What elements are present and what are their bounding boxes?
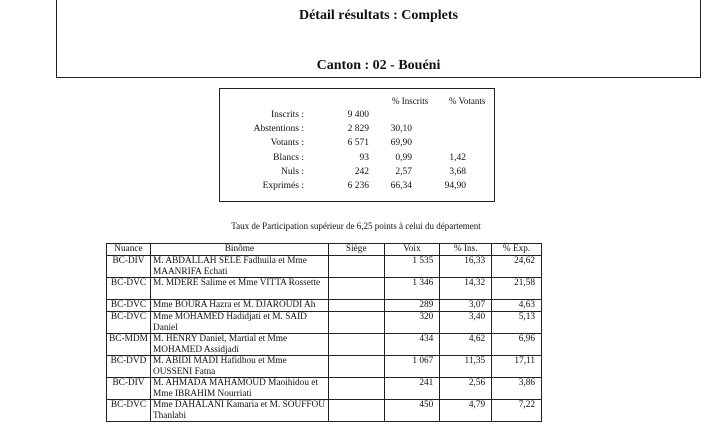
cell-voix: 450 [384,400,440,422]
table-row [107,400,542,422]
page-title: Détail résultats : Complets [298,8,459,23]
turnout-stats-box [219,88,495,202]
cell-siege [328,400,384,422]
stat-row [220,124,494,138]
cell-pct-ins: 14,32 [440,278,492,300]
stat-value: 9 400 [347,110,369,120]
cell-voix: 320 [384,312,440,334]
stat-value: 6 236 [347,181,369,191]
cell-pct-exp: 4,63 [492,300,542,312]
cell-nuance: BC-DVC [107,312,151,334]
cell-pct-exp: 7,22 [492,400,542,422]
results-header-box [56,0,701,78]
header-voix: Voix [384,244,440,256]
header-pct-ins: % Ins. [440,244,492,256]
cell-nuance: BC-DVC [107,300,151,312]
cell-pct-ins: 11,35 [440,356,492,378]
stat-pct-inscrits: 30,10 [390,124,412,135]
cell-voix: 1 346 [384,278,440,300]
cell-nuance: BC-MDM [107,334,151,356]
cell-siege [328,256,384,278]
stat-label: Exprimés : [262,181,304,191]
table-row [107,312,542,334]
col-pct-votants: % Votants [449,96,486,106]
stat-row [220,138,494,152]
cell-pct-ins: 3,40 [440,312,492,334]
stat-pct-votants: 3,68 [449,166,466,177]
stat-pct-votants: 1,42 [449,152,466,163]
cell-nuance: BC-DVD [107,356,151,378]
cell-siege [328,278,384,300]
cell-pct-exp: 6,96 [492,334,542,356]
cell-pct-exp: 21,58 [492,278,542,300]
canton-title: Canton : 02 - Bouéni [316,58,441,73]
cell-pct-ins: 4,79 [440,400,492,422]
cell-nuance: BC-DIV [107,378,151,400]
cell-binome: M. ABDALLAH SELE Fadhuila et Mme MAANRIFA Echati [150,256,328,278]
table-row [107,256,542,278]
cell-binome: Mme BOURA Hazra et M. DJAROUDI Ah [150,300,328,312]
cell-nuance: BC-DIV [107,256,151,278]
cell-binome: M. ABIDI MADI Hafidhou et Mme OUSSENI Fatna [150,356,328,378]
stat-label: Votants : [270,138,304,149]
cell-siege [328,334,384,356]
results-header-row [107,244,542,256]
participation-note: Taux de Participation supérieur de 6,25 points à celui du département [231,221,481,231]
stat-row [220,110,494,124]
table-row [107,300,542,312]
stat-value: 242 [354,166,369,177]
cell-siege [328,378,384,400]
stat-label: Inscrits : [271,110,304,120]
stat-row [220,167,494,181]
cell-pct-ins: 4,62 [440,334,492,356]
cell-binome: Mme DAHALANI Kamaria et M. SOUFFOU Thanlabi [150,400,328,422]
stat-row [220,153,494,167]
stat-pct-inscrits: 0,99 [395,152,412,163]
stat-label: Nuls : [281,166,304,177]
cell-voix: 289 [384,300,440,312]
stat-pct-votants: 94,90 [444,181,466,191]
stat-value: 6 571 [347,138,369,149]
cell-nuance: BC-DVC [107,278,151,300]
table-row [107,334,542,356]
header-pct-exp: % Exp. [492,244,542,256]
cell-pct-ins: 2,56 [440,378,492,400]
table-row [107,278,542,300]
stat-value: 93 [359,152,369,163]
cell-pct-exp: 17,11 [492,356,542,378]
cell-pct-exp: 3,86 [492,378,542,400]
header-binome: Binôme [150,244,328,256]
results-table [106,243,542,422]
cell-pct-ins: 16,33 [440,256,492,278]
col-pct-inscrits: % Inscrits [392,96,429,106]
cell-binome: M. HENRY Daniel, Martial et Mme MOHAMED Assidjadi [150,334,328,356]
cell-voix: 1 535 [384,256,440,278]
stat-label: Blancs : [273,152,304,163]
stat-value: 2 829 [347,124,369,135]
table-row [107,356,542,378]
cell-siege [328,312,384,334]
stat-pct-inscrits: 69,90 [390,138,412,149]
cell-binome: M. AHMADA MAHAMOUD Maoihidou et Mme IBRAHIM Nourriati [150,378,328,400]
cell-binome: Mme MOHAMED Hadidjati et M. SAÏD Daniel [150,312,328,334]
cell-pct-exp: 24,62 [492,256,542,278]
stat-pct-inscrits: 2,57 [395,166,412,177]
header-siege: Siège [328,244,384,256]
cell-voix: 434 [384,334,440,356]
cell-voix: 1 067 [384,356,440,378]
header-nuance: Nuance [107,244,151,256]
stat-label: Abstentions : [253,124,304,135]
cell-voix: 241 [384,378,440,400]
cell-siege [328,356,384,378]
cell-binome: M. MDERE Salime et Mme VITTA Rossette [150,278,328,300]
cell-nuance: BC-DVC [107,400,151,422]
cell-siege [328,300,384,312]
cell-pct-exp: 5,13 [492,312,542,334]
cell-pct-ins: 3,07 [440,300,492,312]
stat-row [220,181,494,195]
table-row [107,378,542,400]
stat-pct-inscrits: 66,34 [390,181,412,191]
